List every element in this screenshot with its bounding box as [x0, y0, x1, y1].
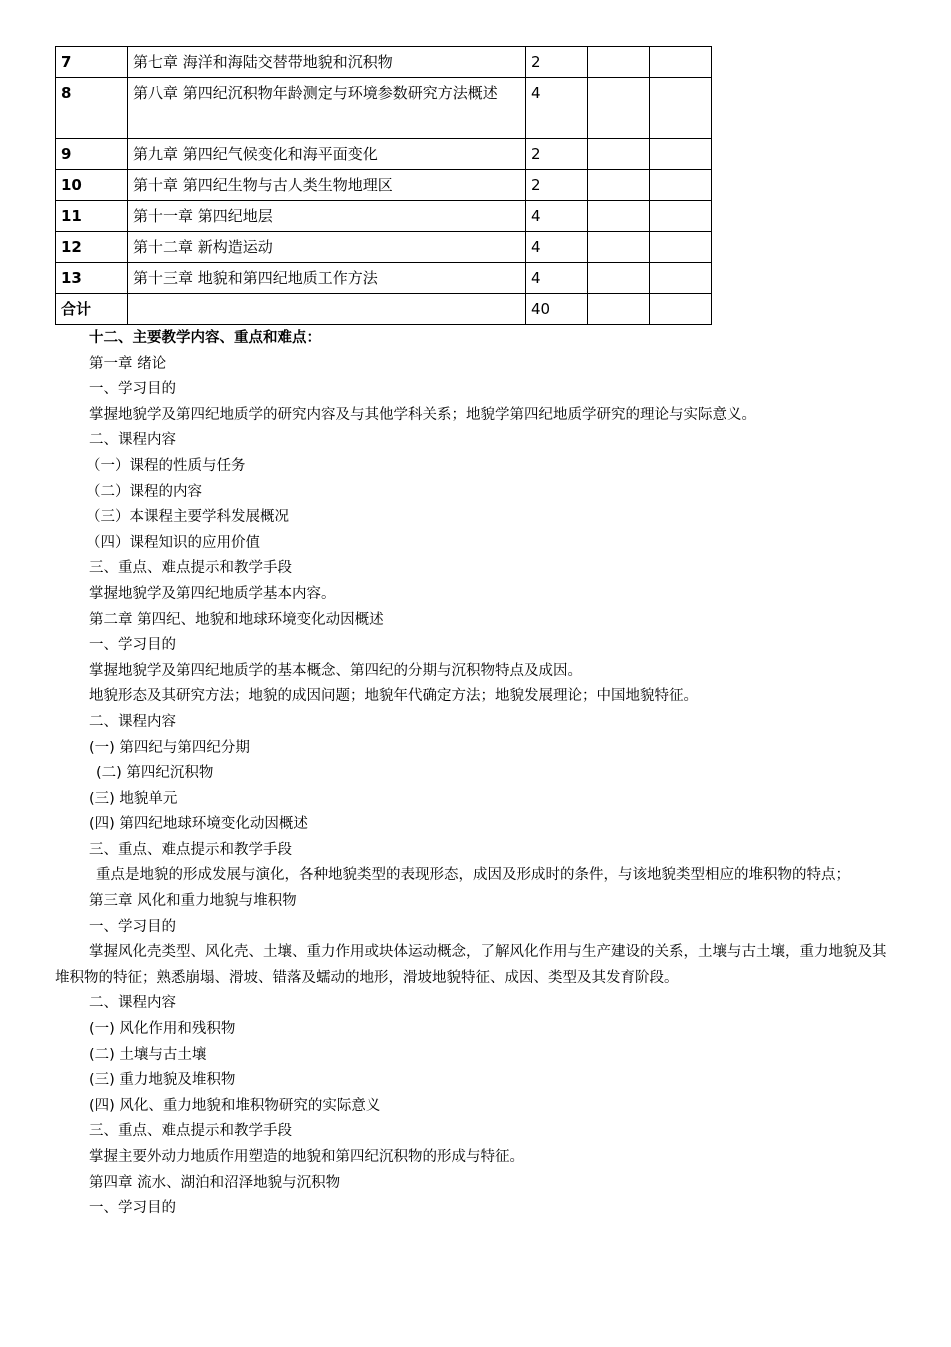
list-item: (三) 重力地貌及堆积物: [89, 1072, 236, 1089]
total-chapter-cell: [128, 294, 526, 325]
empty-cell: [650, 170, 712, 201]
table-row: [56, 232, 712, 263]
chapter-title: 第十二章 新构造运动: [128, 232, 526, 263]
table-row: [56, 47, 712, 78]
empty-cell: [588, 294, 650, 325]
chapter-number: 10: [56, 170, 128, 201]
teaching-content: [55, 326, 900, 1222]
chapter-heading: 第一章 绪论: [89, 355, 167, 372]
body-paragraph: 掌握风化壳类型、风化壳、土壤、重力作用或块体运动概念，了解风化作用与生产建设的关系，土壤与古土壤，重力地貌及其堆积物的特征；熟悉崩塌、滑坡、错落及蠕动的地形，滑坡地貌特征、成因、类型及其发育阶段。: [55, 944, 887, 986]
chapter-heading: 第三章 风化和重力地貌与堆积物: [89, 893, 297, 910]
list-item: (三) 地貌单元: [89, 790, 178, 807]
subheading: 二、课程内容: [89, 995, 176, 1012]
list-item: (二) 土壤与古土壤: [89, 1046, 207, 1063]
chapter-number: 9: [56, 139, 128, 170]
body-line: 掌握主要外动力地质作用塑造的地貌和第四纪沉积物的形成与特征。: [89, 1149, 524, 1165]
list-item: （三）本课程主要学科发展概况: [86, 509, 289, 526]
empty-cell: [588, 232, 650, 263]
table-row: [56, 263, 712, 294]
chapter-hours: 4: [526, 232, 588, 263]
table-row: [56, 139, 712, 170]
table-row: [56, 170, 712, 201]
total-hours: 40: [526, 294, 588, 325]
chapter-number: 8: [56, 78, 128, 139]
empty-cell: [588, 170, 650, 201]
list-item: （一）课程的性质与任务: [86, 457, 246, 474]
subheading: 三、重点、难点提示和教学手段: [89, 560, 292, 577]
chapter-title: 第八章 第四纪沉积物年龄测定与环境参数研究方法概述: [128, 78, 526, 139]
empty-cell: [650, 201, 712, 232]
list-item: （二）课程的内容: [86, 483, 202, 500]
subheading: 一、学习目的: [89, 381, 176, 398]
chapter-title: 第十三章 地貌和第四纪地质工作方法: [128, 263, 526, 294]
list-item: （四）课程知识的应用价值: [86, 534, 260, 551]
empty-cell: [650, 139, 712, 170]
chapter-hours: 2: [526, 47, 588, 78]
chapter-hours: 2: [526, 139, 588, 170]
subheading: 二、课程内容: [89, 713, 176, 730]
chapter-title: 第七章 海洋和海陆交替带地貌和沉积物: [128, 47, 526, 78]
chapter-number: 12: [56, 232, 128, 263]
chapter-hours: 4: [526, 78, 588, 139]
table-row: [56, 78, 712, 139]
chapter-number: 13: [56, 263, 128, 294]
empty-cell: [650, 263, 712, 294]
chapter-hours: 4: [526, 201, 588, 232]
body-line: 掌握地貌学及第四纪地质学的基本概念、第四纪的分期与沉积物特点及成因。: [89, 662, 582, 679]
chapter-title: 第十章 第四纪生物与古人类生物地理区: [128, 170, 526, 201]
empty-cell: [588, 47, 650, 78]
empty-cell: [588, 139, 650, 170]
chapter-number: 11: [56, 201, 128, 232]
list-item: (二) 第四纪沉积物: [96, 765, 214, 782]
subheading: 三、重点、难点提示和教学手段: [89, 1123, 292, 1140]
chapter-heading: 第四章 流水、湖泊和沼泽地貌与沉积物: [89, 1174, 341, 1191]
table-total-row: [56, 294, 712, 325]
body-line: 地貌形态及其研究方法；地貌的成因问题；地貌年代确定方法；地貌发展理论；中国地貌特征。: [89, 688, 698, 705]
body-paragraph: 重点是地貌的形成发展与演化，各种地貌类型的表现形态，成因及形成时的条件，与该地貌类型相应的堆积物的特点；: [96, 867, 850, 884]
empty-cell: [650, 294, 712, 325]
empty-cell: [650, 78, 712, 139]
total-label: 合计: [56, 294, 128, 325]
list-item: (一) 风化作用和残积物: [89, 1021, 236, 1038]
table-row: [56, 201, 712, 232]
empty-cell: [588, 78, 650, 139]
chapter-title: 第九章 第四纪气候变化和海平面变化: [128, 139, 526, 170]
hours-table: [55, 46, 712, 325]
empty-cell: [588, 201, 650, 232]
empty-cell: [650, 47, 712, 78]
chapter-hours: 2: [526, 170, 588, 201]
empty-cell: [650, 232, 712, 263]
list-item: (四) 第四纪地球环境变化动因概述: [89, 816, 308, 833]
subheading: 三、重点、难点提示和教学手段: [89, 841, 292, 858]
chapter-title: 第十一章 第四纪地层: [128, 201, 526, 232]
subheading: 一、学习目的: [89, 918, 176, 935]
chapter-heading: 第二章 第四纪、地貌和地球环境变化动因概述: [89, 611, 384, 628]
subheading: 一、学习目的: [89, 637, 176, 654]
empty-cell: [588, 263, 650, 294]
chapter-hours: 4: [526, 263, 588, 294]
chapter-number: 7: [56, 47, 128, 78]
body-line: 掌握地貌学及第四纪地质学基本内容。: [89, 585, 336, 602]
list-item: (四) 风化、重力地貌和堆积物研究的实际意义: [89, 1097, 381, 1114]
subheading: 二、课程内容: [89, 432, 176, 449]
list-item: (一) 第四纪与第四纪分期: [89, 739, 250, 756]
section-heading: 十二、主要教学内容、重点和难点：: [89, 330, 321, 346]
body-line: 掌握地貌学及第四纪地质学的研究内容及与其他学科关系；地貌学第四纪地质学研究的理论与实际意义。: [89, 406, 756, 423]
subheading: 一、学习目的: [89, 1200, 176, 1217]
